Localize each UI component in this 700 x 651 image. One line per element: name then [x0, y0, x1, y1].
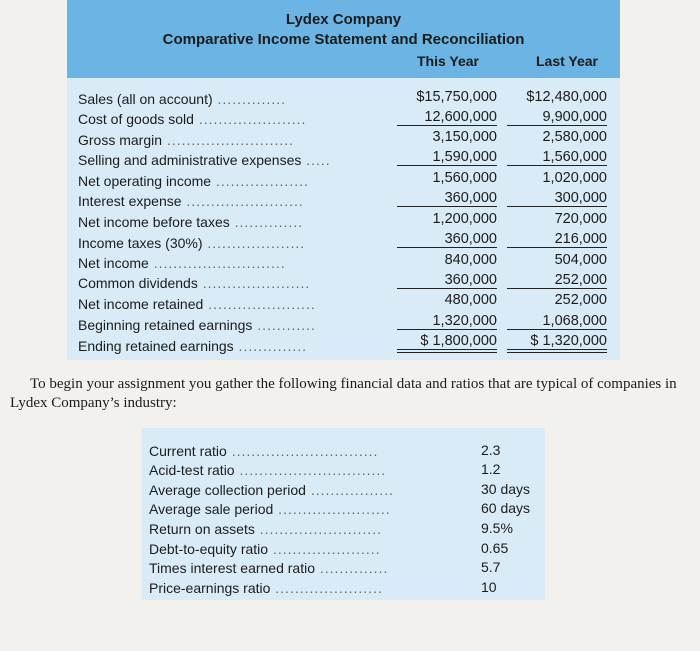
row-label: Beginning retained earnings: [78, 317, 253, 333]
ratio-label: Times interest earned ratio: [149, 560, 315, 576]
value-this-year: $15,750,000: [416, 89, 497, 105]
statement-header: [67, 0, 620, 78]
value-this-year: 840,000: [444, 252, 497, 268]
industry-ratios-table: Current ratio .............................. 2.3 Acid-test ratio .............................. 1.2 Average collection period ................. 30 days Average sale period ....................... 60 days Return on assets ......................... 9.5% Debt-to-equity ratio ...................... 0.65 Times interest earned ratio .............. 5.7 Price-earnings ratio ...................... 10: [142, 428, 545, 600]
row-label: Net income: [78, 255, 149, 271]
ratio-value: 9.5%: [481, 520, 513, 536]
company-name: Lydex Company: [285, 11, 402, 28]
row-label: Selling and administrative expenses: [78, 152, 302, 168]
value-this-year: 1,560,000: [432, 170, 497, 186]
row-label: Net income before taxes: [78, 214, 230, 230]
value-this-year: 360,000: [397, 190, 497, 207]
value-this-year: 1,320,000: [397, 313, 497, 330]
ratio-label: Return on assets: [149, 521, 255, 537]
value-this-year: 12,600,000: [397, 109, 497, 126]
intro-paragraph: To begin your assignment you gather the following financial data and ratios that are typical of companies in Lydex Company’s industry:: [10, 376, 677, 411]
row-label: Sales (all on account): [78, 91, 213, 107]
value-last-year: 2,580,000: [542, 129, 607, 145]
value-last-year: 216,000: [507, 231, 607, 248]
row-label: Interest expense: [78, 193, 182, 209]
ratio-value: 60 days: [481, 500, 531, 516]
row-label: Net operating income: [78, 173, 212, 189]
row-label: Gross margin: [78, 132, 163, 148]
value-last-year: 300,000: [507, 190, 607, 207]
column-header-last-year: Last Year: [535, 53, 598, 69]
statement-title: Comparative Income Statement and Reconciliation: [162, 31, 525, 48]
ratio-value: 1.2: [481, 461, 501, 477]
ratio-label: Current ratio: [149, 443, 227, 459]
value-this-year: 3,150,000: [432, 129, 497, 145]
value-last-year: $12,480,000: [526, 89, 607, 105]
value-last-year: 1,020,000: [542, 170, 607, 186]
row-label: Cost of goods sold: [78, 111, 194, 127]
ratio-label: Acid-test ratio: [149, 462, 235, 478]
ratio-label: Average collection period: [149, 482, 306, 498]
value-this-year: 360,000: [397, 272, 497, 289]
ratio-label: Average sale period: [149, 501, 274, 517]
ratio-label: Price-earnings ratio: [149, 580, 271, 596]
income-statement-table: Lydex Company Comparative Income Statement and Reconciliation This Year Last Year Sales (all on account) .............. $15,750,000 $12,480,000 Cost of goods sold ...................... 12,600,000 9,900,000 Gross margin .......................... 3,150,000 2,580,000 Selling and administrative expenses ..... 1,590,000 1,560,000 Net operating income ................... 1,560,000 1,020,000 Interest expense ........................ 360,000 300,000 Net income before taxes .............. 1,200,000 720,000 Income taxes (30%) .................... 360,000 216,000 Net income ........................... 840,000 504,000 Common dividends ...................... 360,000 252,000 Net income retained ...................... 480,000 252,000 Beginning retained earnings ............ 1,320,000 1,068,000 Ending retained earnings .............. $ 1,800,000 $ 1,320,000: [67, 0, 620, 360]
value-last-year: 252,000: [507, 272, 607, 289]
row-label: Common dividends: [78, 275, 198, 291]
value-this-year: $ 1,800,000: [397, 333, 497, 353]
ratio-value: 5.7: [481, 559, 501, 575]
row-label: Income taxes (30%): [78, 235, 203, 251]
value-this-year: 360,000: [397, 231, 497, 248]
value-last-year: 252,000: [554, 292, 607, 308]
value-last-year: 720,000: [554, 211, 607, 227]
ratio-value: 10: [481, 579, 497, 595]
ratio-value: 0.65: [481, 540, 509, 556]
row-label: Ending retained earnings: [78, 338, 234, 354]
value-last-year: 1,560,000: [507, 149, 607, 166]
column-header-this-year: This Year: [416, 53, 479, 69]
value-this-year: 1,200,000: [432, 211, 497, 227]
value-last-year: 504,000: [554, 252, 607, 268]
value-this-year: 480,000: [444, 292, 497, 308]
ratio-value: 2.3: [481, 442, 501, 458]
ratio-value: 30 days: [481, 481, 531, 497]
row-label: Net income retained: [78, 296, 204, 312]
value-this-year: 1,590,000: [397, 149, 497, 166]
value-last-year: $ 1,320,000: [507, 333, 607, 353]
ratio-label: Debt-to-equity ratio: [149, 541, 269, 557]
value-last-year: 1,068,000: [507, 313, 607, 330]
value-last-year: 9,900,000: [507, 109, 607, 126]
